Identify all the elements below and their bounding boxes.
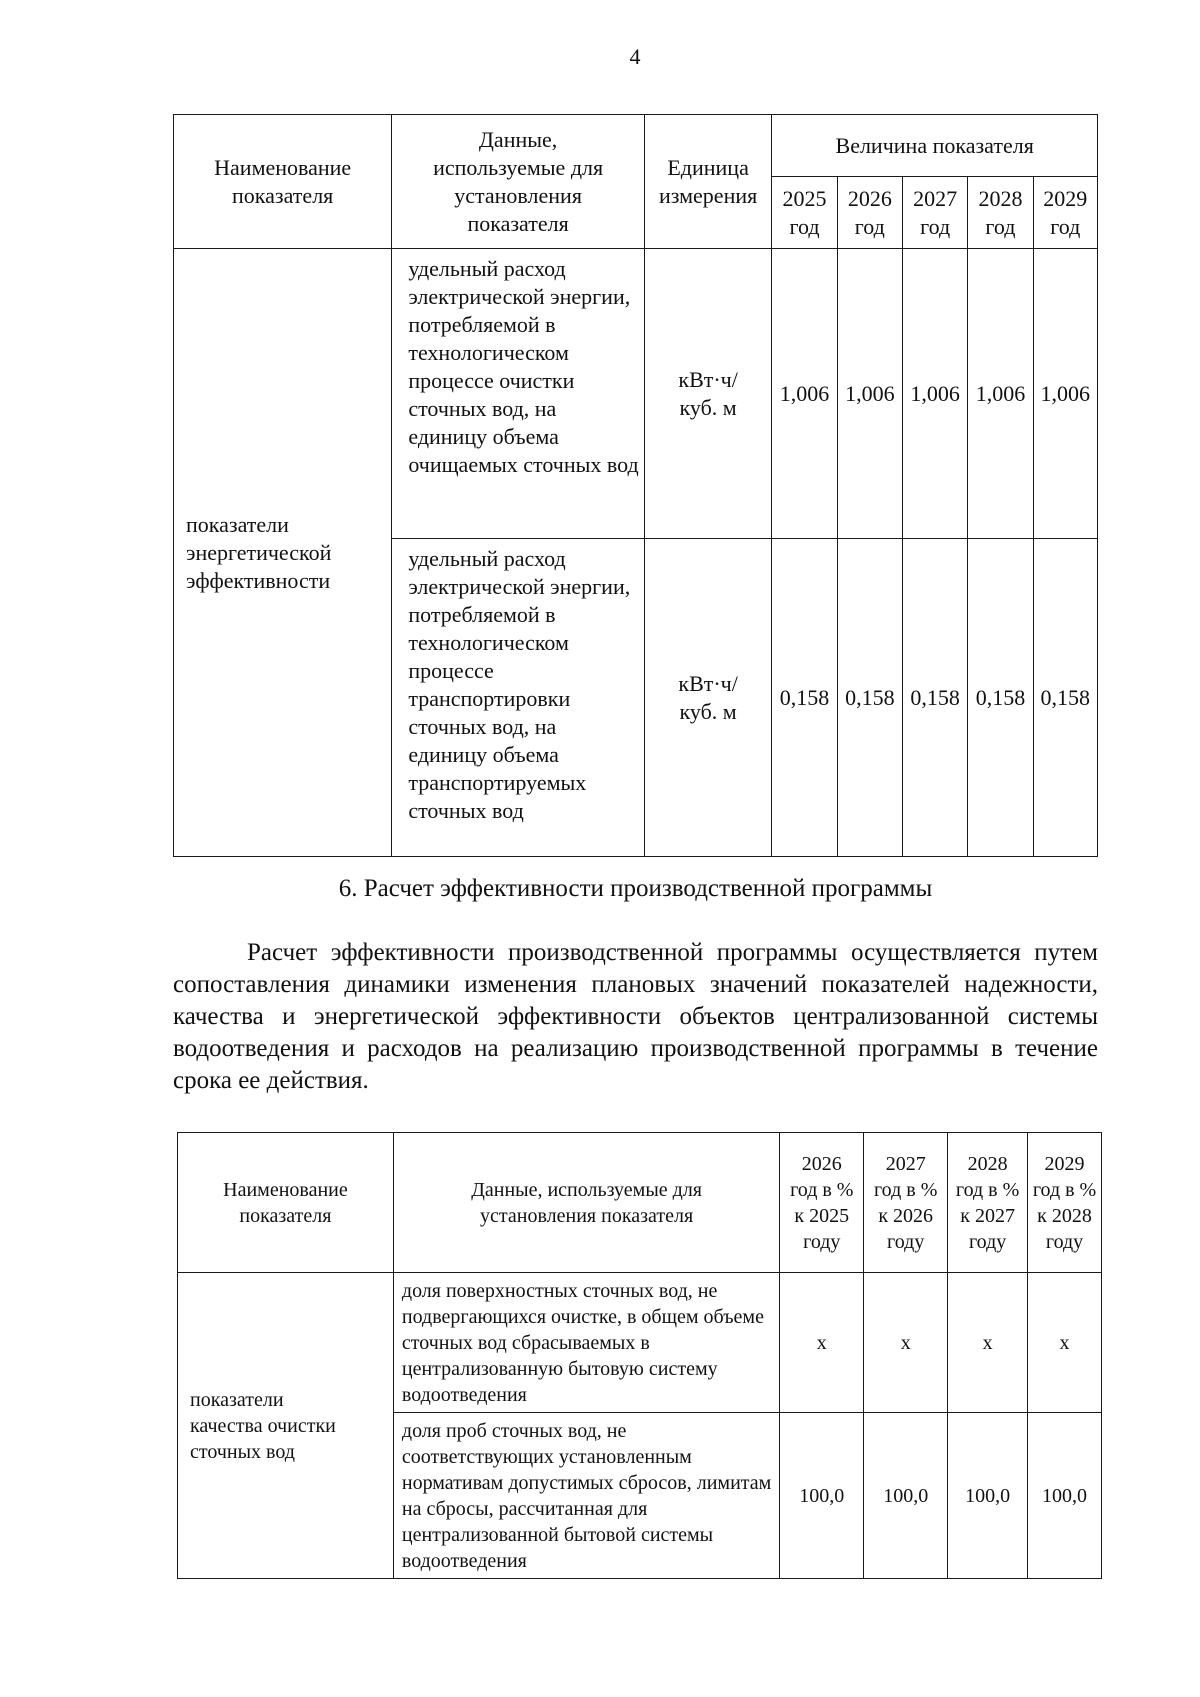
- row2-unit: кВт·ч/ куб. м: [644, 539, 771, 857]
- row1-value-2027: 1,006: [902, 249, 967, 539]
- row1-value-2029: 1,006: [1033, 249, 1097, 539]
- row1-value-2029: x: [1028, 1273, 1102, 1413]
- row2-value-2029: 100,0: [1028, 1413, 1102, 1579]
- header-data-used: Данные, используемые для установления показателя: [393, 1133, 779, 1273]
- row1-unit: кВт·ч/ куб. м: [644, 249, 771, 539]
- row2-value-2026: 100,0: [780, 1413, 864, 1579]
- header-unit: Единица измерения: [644, 115, 771, 249]
- table-row: [178, 1273, 1102, 1413]
- header-2026-vs-2025: 2026 год в % к 2025 году: [780, 1133, 864, 1273]
- page-number: 4: [629, 44, 641, 69]
- row2-data-used: доля проб сточных вод, не соответствующих установленным нормативам допустимых сбросов, лимитам на сбросы, рассчитанная для централизованной бытовой системы водоотведения: [393, 1413, 779, 1579]
- group-name: показатели качества очистки сточных вод: [178, 1273, 394, 1579]
- row1-value-2026: x: [780, 1273, 864, 1413]
- header-year-2025: 2025 год: [772, 177, 837, 249]
- header-year-2027: 2027 год: [902, 177, 967, 249]
- row1-value-2026: 1,006: [837, 249, 902, 539]
- row2-data-used: удельный расход электрической энергии, потребляемой в технологическом процессе транспортировки сточных вод, на единицу объема транспортируемых сточных вод: [392, 539, 645, 857]
- row2-value-2025: 0,158: [772, 539, 837, 857]
- header-year-2026: 2026 год: [837, 177, 902, 249]
- row1-value-2028: 1,006: [968, 249, 1033, 539]
- quality-indicators-table: [177, 1132, 1102, 1579]
- header-year-2029: 2029 год: [1033, 177, 1097, 249]
- header-indicator-name: Наименование показателя: [174, 115, 392, 249]
- section-paragraph: [173, 937, 1098, 1097]
- header-2028-vs-2027: 2028 год в % к 2027 году: [948, 1133, 1028, 1273]
- row1-data-used: удельный расход электрической энергии, потребляемой в технологическом процессе очистки сточных вод, на единицу объема очищаемых сточных вод: [392, 249, 645, 539]
- row2-value-2027: 0,158: [902, 539, 967, 857]
- row1-value-2028: x: [948, 1273, 1028, 1413]
- header-2029-vs-2028: 2029 год в % к 2028 году: [1028, 1133, 1102, 1273]
- row1-value-2027: x: [864, 1273, 948, 1413]
- row2-value-2028: 0,158: [968, 539, 1033, 857]
- header-year-2028: 2028 год: [968, 177, 1033, 249]
- header-indicator-name: Наименование показателя: [178, 1133, 394, 1273]
- row2-value-2029: 0,158: [1033, 539, 1097, 857]
- row1-data-used: доля поверхностных сточных вод, не подвергающихся очистке, в общем объеме сточных вод сбрасываемых в централизованную бытовую систему водоотведения: [393, 1273, 779, 1413]
- header-value: Величина показателя: [772, 115, 1098, 177]
- header-2027-vs-2026: 2027 год в % к 2026 году: [864, 1133, 948, 1273]
- energy-efficiency-table: [173, 114, 1098, 857]
- row2-value-2026: 0,158: [837, 539, 902, 857]
- row2-value-2028: 100,0: [948, 1413, 1028, 1579]
- group-name: показатели энергетической эффективности: [174, 249, 392, 857]
- header-data-used: Данные, используемые для установления показателя: [392, 115, 645, 249]
- section-paragraph-text: Расчет эффективности производственной программы осуществляется путем сопоставления динамики изменения плановых значений показателей надежности, качества и энергетической эффективности объектов централизованной системы водоотведения и расходов на реализацию производственной программы в течение срока ее действия.: [173, 939, 1098, 1094]
- row2-value-2027: 100,0: [864, 1413, 948, 1579]
- row1-value-2025: 1,006: [772, 249, 837, 539]
- table-row: [174, 249, 1098, 539]
- section-heading: 6. Расчет эффективности производственной программы: [338, 875, 933, 902]
